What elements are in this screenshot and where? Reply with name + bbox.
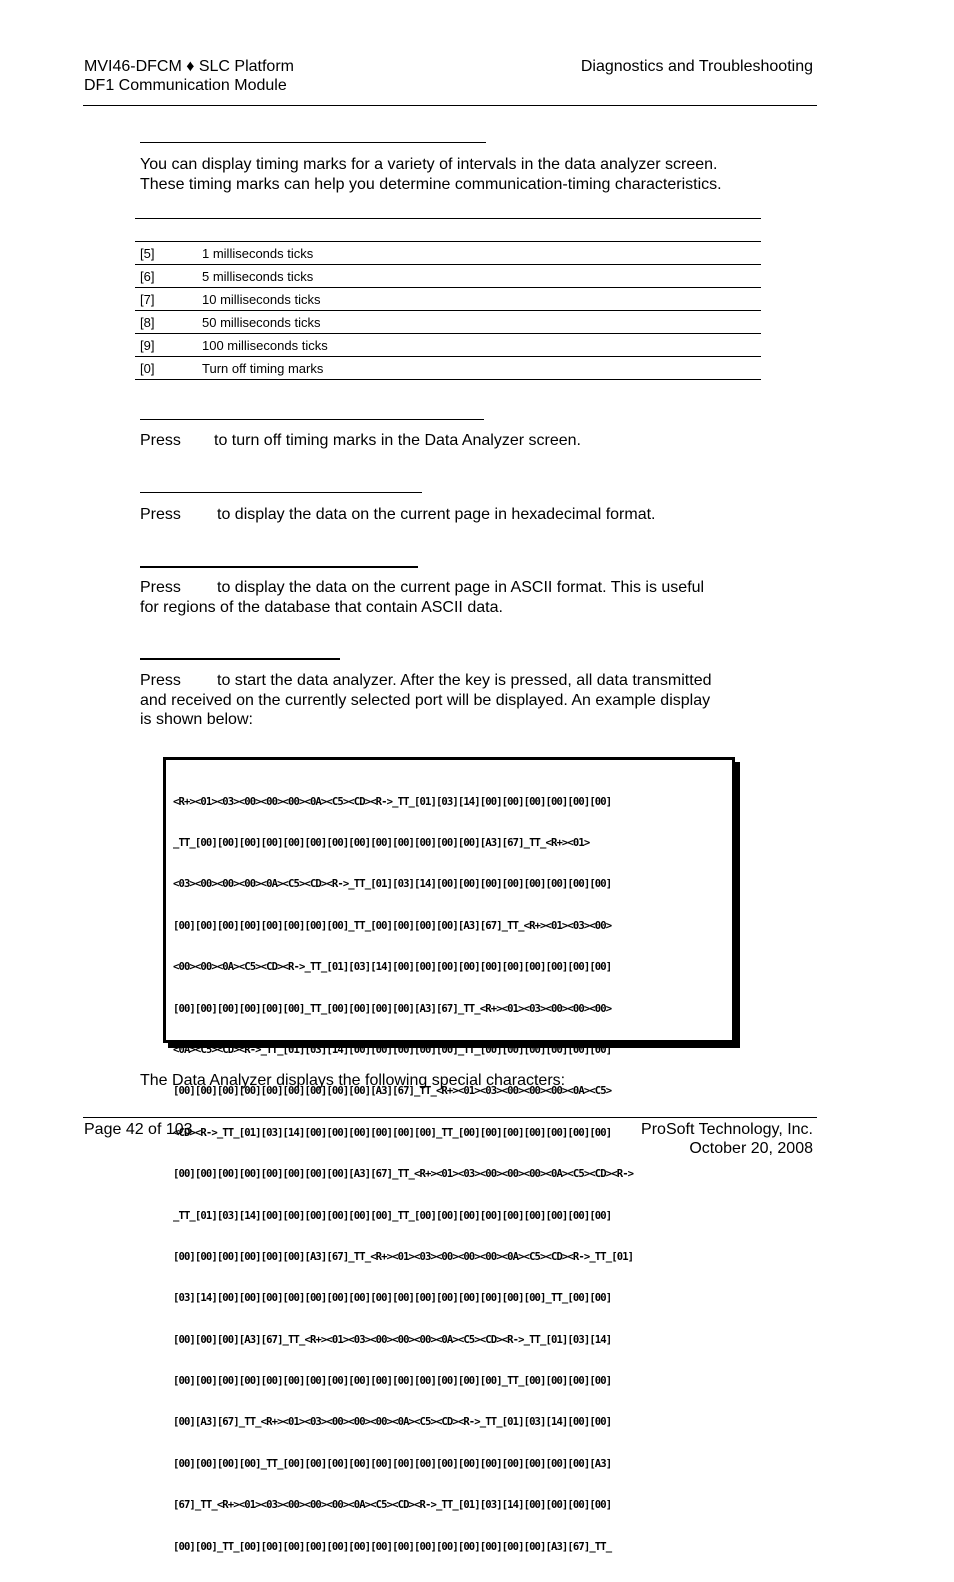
special-characters-intro: The Data Analyzer displays the following special characters: — [140, 1072, 566, 1089]
header-rule — [83, 105, 817, 106]
row-key: [7] — [135, 288, 197, 311]
row-desc: 100 milliseconds ticks — [197, 334, 761, 357]
analyzer-line: [00][00][00][00][00][00][00][00][A3][67]_TT_<R+><01><03><00><00><00><0A><C5><CD><R-> — [173, 1168, 634, 1181]
row-desc: 50 milliseconds ticks — [197, 311, 761, 334]
row-key: [9] — [135, 334, 197, 357]
row-key: [6] — [135, 265, 197, 288]
press-word: Press — [140, 579, 181, 596]
hex-instruction — [140, 505, 655, 525]
turn-off-instruction — [140, 431, 581, 451]
page-number: Page 42 of 103 — [84, 1121, 193, 1138]
analyzer-line: [00][00]_TT_[00][00][00][00][00][00][00][00][00][00][00][00][00][00][A3][67]_TT_ — [173, 1540, 612, 1553]
heading-underline-hex — [140, 492, 422, 493]
analyzer-line: [00][00][00][00][00][00][A3][67]_TT_<R+><01><03><00><00><00><0A><C5><CD><R->_TT_[01] — [173, 1250, 634, 1263]
table-row — [135, 311, 761, 334]
start-text-line3: is shown below: — [140, 711, 253, 728]
table-row — [135, 288, 761, 311]
row-desc: 1 milliseconds ticks — [197, 242, 761, 265]
analyzer-line: [00][00][00][00]_TT_[00][00][00][00][00][00][00][00][00][00][00][00][00][00][A3] — [173, 1457, 612, 1470]
start-instruction — [140, 671, 711, 691]
analyzer-line: <0A><C5><CD><R->_TT_[01][03][14][00][00][00][00][00]_TT_[00][00][00][00][00][00] — [173, 1043, 612, 1056]
ascii-instruction — [140, 578, 704, 598]
analyzer-line: _TT_[01][03][14][00][00][00][00][00][00]_TT_[00][00][00][00][00][00][00][00][00] — [173, 1209, 612, 1222]
heading-underline-turn-off — [140, 419, 484, 420]
analyzer-line: [00][00][00][00][00][00][00][00]_TT_[00][00][00][00][A3][67]_TT_<R+><01><03><00> — [173, 919, 612, 932]
analyzer-line: [00][00][00][00][00][00][00][00][00][A3][67]_TT_<R+><01><03><00><00><00><0A><C5> — [173, 1085, 612, 1098]
ascii-text-line2: for regions of the database that contain ASCII data. — [140, 599, 503, 616]
start-text-line2: and received on the currently selected port will be displayed. An example display — [140, 692, 711, 709]
footer-company: ProSoft Technology, Inc. — [641, 1121, 813, 1138]
analyzer-line: <R+><01><03><00><00><00><0A><C5><CD><R->_TT_[01][03][14][00][00][00][00][00][00] — [173, 795, 612, 808]
hex-text: to display the data on the current page in hexadecimal format. — [217, 506, 656, 523]
analyzer-line: <CD><R->_TT_[01][03][14][00][00][00][00][00][00]_TT_[00][00][00][00][00][00][00] — [173, 1126, 612, 1139]
timing-paragraph: You can display timing marks for a variety of intervals in the data analyzer screen. These timing marks can help you determine communication-timing characteristics. — [140, 156, 722, 193]
row-desc: 5 milliseconds ticks — [197, 265, 761, 288]
table-top-rule — [135, 218, 761, 219]
analyzer-line: [00][A3][67]_TT_<R+><01><03><00><00><00><0A><C5><CD><R->_TT_[01][03][14][00][00] — [173, 1416, 612, 1429]
header-product-line1: MVI46-DFCM ♦ SLC Platform — [84, 58, 294, 75]
analyzer-line: _TT_[00][00][00][00][00][00][00][00][00][00][00][00][00][A3][67]_TT_<R+><01> — [173, 836, 590, 849]
press-word: Press — [140, 672, 181, 689]
turn-off-text: to turn off timing marks in the Data Analyzer screen. — [214, 432, 581, 449]
timing-marks-table — [135, 242, 761, 380]
analyzer-output — [173, 768, 633, 1582]
row-key: [5] — [135, 242, 197, 265]
heading-underline-ascii — [140, 566, 418, 568]
table-row — [135, 357, 761, 380]
press-word: Press — [140, 506, 181, 523]
footer-date: October 20, 2008 — [689, 1140, 813, 1157]
row-key: [0] — [135, 357, 197, 380]
row-key: [8] — [135, 311, 197, 334]
table-row — [135, 242, 761, 265]
analyzer-line: <03><00><00><00><0A><C5><CD><R->_TT_[01][03][14][00][00][00][00][00][00][00][00] — [173, 878, 612, 891]
heading-underline-start — [140, 658, 340, 660]
footer-rule — [83, 1117, 817, 1118]
analyzer-line: [00][00][00][00][00][00][00][00][00][00][00][00][00][00][00]_TT_[00][00][00][00] — [173, 1375, 612, 1388]
table-row — [135, 334, 761, 357]
analyzer-line: [00][00][00][00][00][00]_TT_[00][00][00][00][A3][67]_TT_<R+><01><03><00><00><00> — [173, 1002, 612, 1015]
analyzer-line: [67]_TT_<R+><01><03><00><00><00><0A><C5><CD><R->_TT_[01][03][14][00][00][00][00] — [173, 1499, 612, 1512]
ascii-text-line1: to display the data on the current page in ASCII format. This is useful — [217, 579, 705, 596]
press-word: Press — [140, 432, 181, 449]
header-product-line2: DF1 Communication Module — [84, 77, 287, 94]
row-desc: Turn off timing marks — [197, 357, 761, 380]
table-row — [135, 265, 761, 288]
heading-underline-timing — [140, 142, 486, 143]
analyzer-line: [03][14][00][00][00][00][00][00][00][00][00][00][00][00][00][00][00]_TT_[00][00] — [173, 1292, 612, 1305]
header-section-title: Diagnostics and Troubleshooting — [580, 58, 813, 75]
row-desc: 10 milliseconds ticks — [197, 288, 761, 311]
analyzer-line: <00><00><0A><C5><CD><R->_TT_[01][03][14][00][00][00][00][00][00][00][00][00][00] — [173, 961, 612, 974]
start-text-line1: to start the data analyzer. After the key is pressed, all data transmitted — [217, 672, 712, 689]
analyzer-line: [00][00][00][A3][67]_TT_<R+><01><03><00><00><00><0A><C5><CD><R->_TT_[01][03][14] — [173, 1333, 612, 1346]
